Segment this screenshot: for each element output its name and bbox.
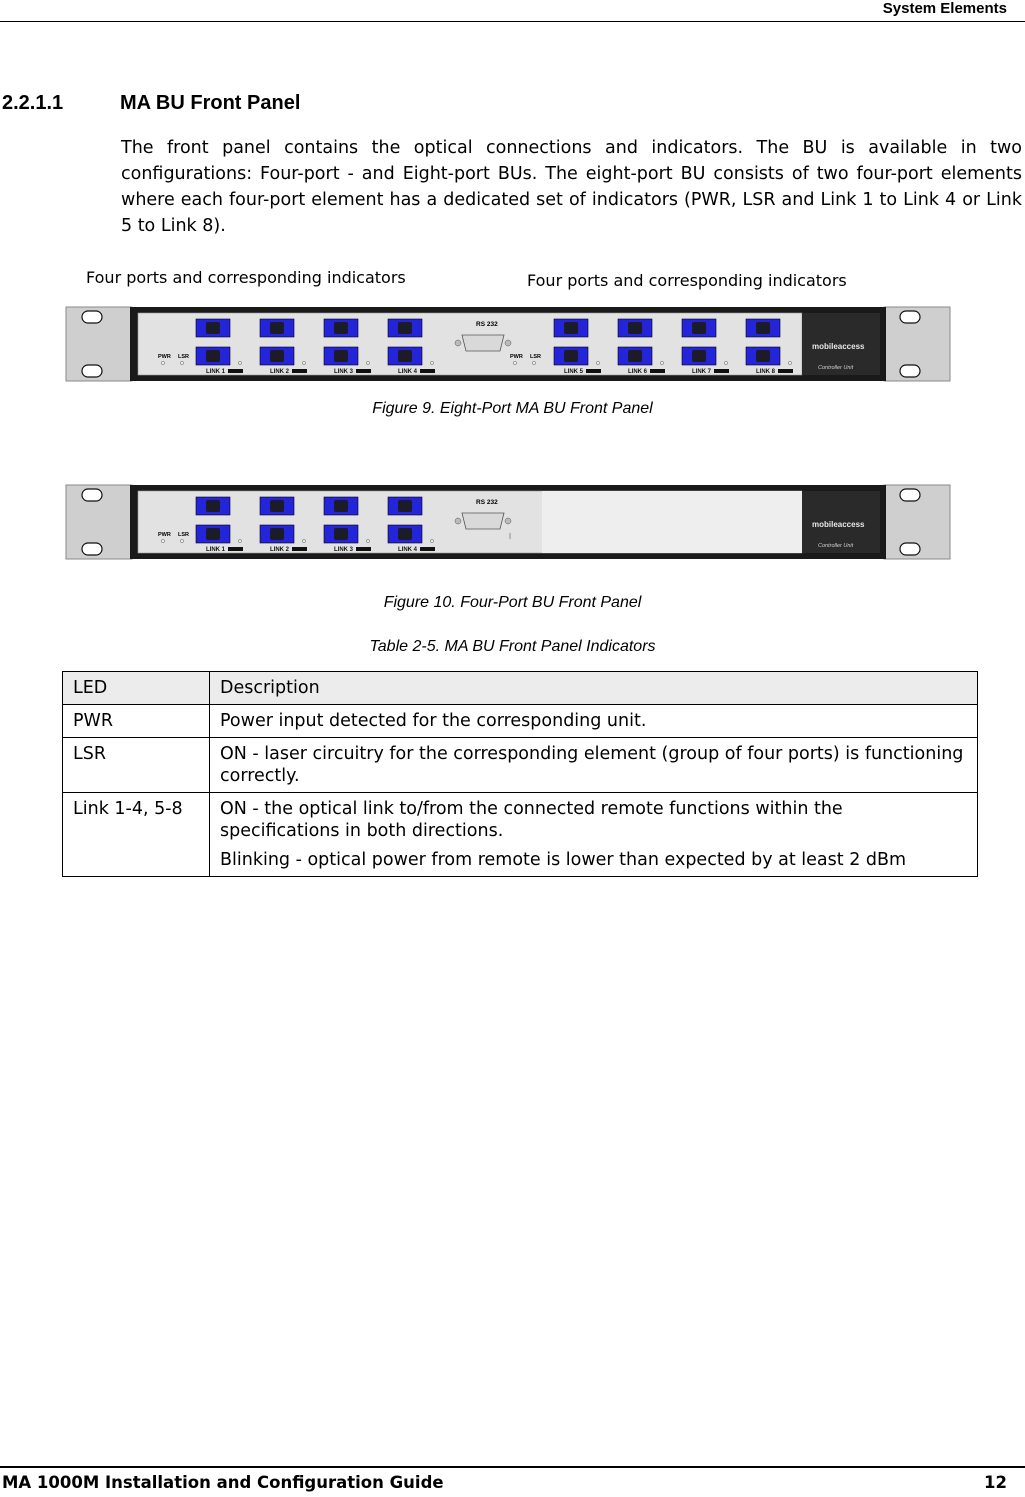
column-header-description: Description: [210, 672, 978, 705]
lsr-label: LSR: [178, 354, 189, 360]
link-led: [430, 539, 433, 542]
rs232-screw: [505, 518, 511, 524]
pwr-label: PWR: [158, 532, 171, 538]
link-indicator-bar: [228, 369, 243, 373]
mount-slot: [900, 489, 920, 501]
pwr-led: [161, 539, 164, 542]
to-port-connector: [756, 322, 770, 334]
mobileaccess-logo: mobileaccess: [812, 342, 865, 351]
to-port-connector: [564, 322, 578, 334]
from-port-connector: [628, 350, 642, 362]
from-port-connector: [692, 350, 706, 362]
lsr-led: [532, 361, 535, 364]
link-label: LINK 3: [334, 547, 354, 553]
callout-right: Four ports and corresponding indicators: [527, 271, 847, 290]
lsr-label: LSR: [530, 354, 541, 360]
table-row: [63, 705, 978, 738]
link-indicator-bar: [420, 547, 435, 551]
mount-slot: [82, 365, 102, 377]
link-label: LINK 7: [692, 369, 712, 375]
from-port-connector: [564, 350, 578, 362]
link-led: [660, 361, 663, 364]
link-led: [238, 361, 241, 364]
lsr-led: [180, 539, 183, 542]
column-header-led: LED: [63, 672, 210, 705]
page-number: 12: [984, 1473, 1007, 1492]
description-cell: Power input detected for the corresponding unit.: [210, 705, 978, 738]
to-port-connector: [270, 500, 284, 512]
pwr-label: PWR: [158, 354, 171, 360]
lsr-led: [180, 361, 183, 364]
from-port-connector: [756, 350, 770, 362]
link-led: [302, 539, 305, 542]
link-led: [238, 539, 241, 542]
link-led: [302, 361, 305, 364]
link-led: [788, 361, 791, 364]
from-port-connector: [206, 528, 220, 540]
eight-port-front-panel: [64, 305, 952, 383]
rs232-connector: [462, 335, 504, 351]
link-led: [596, 361, 599, 364]
pwr-led: [513, 361, 516, 364]
description-cell: ON - the optical link to/from the connected remote functions within the specifications in both directions. Blinking - optical power from remote is lower than expected by at least 2 dBm: [210, 793, 978, 877]
rs232-label: RS 232: [476, 321, 498, 328]
link-label: LINK 4: [398, 369, 418, 375]
section-heading: [2, 92, 300, 115]
table-row: [63, 793, 978, 877]
link-label: LINK 6: [628, 369, 648, 375]
to-port-connector: [334, 500, 348, 512]
footer-rule: [0, 1466, 1025, 1468]
link-label: LINK 2: [270, 547, 290, 553]
from-port-connector: [270, 528, 284, 540]
indicators-table: [62, 671, 978, 877]
running-header: System Elements: [882, 0, 1007, 17]
link-label: LINK 4: [398, 547, 418, 553]
link-label: LINK 3: [334, 369, 354, 375]
link-led: [366, 361, 369, 364]
link-indicator-bar: [420, 369, 435, 373]
mount-slot: [900, 365, 920, 377]
link-indicator-bar: [356, 547, 371, 551]
link-indicator-bar: [778, 369, 793, 373]
to-port-connector: [206, 322, 220, 334]
to-port-connector: [270, 322, 284, 334]
to-port-connector: [334, 322, 348, 334]
link-indicator-bar: [292, 547, 307, 551]
mount-slot: [82, 311, 102, 323]
link-label: LINK 2: [270, 369, 290, 375]
link-indicator-bar: [356, 369, 371, 373]
to-port-connector: [398, 322, 412, 334]
mobileaccess-logo: mobileaccess: [812, 520, 865, 529]
table-header-row: [63, 672, 978, 705]
link-led: [366, 539, 369, 542]
section-title: MA BU Front Panel: [120, 92, 301, 114]
rs232-screw: [455, 340, 461, 346]
link-led: [430, 361, 433, 364]
link-indicator-bar: [228, 547, 243, 551]
from-port-connector: [206, 350, 220, 362]
controller-unit-label: Controller Unit: [818, 543, 854, 549]
from-port-connector: [334, 528, 348, 540]
link-indicator-bar: [714, 369, 729, 373]
link-label: LINK 1: [206, 369, 226, 375]
to-port-connector: [398, 500, 412, 512]
link-indicator-bar: [650, 369, 665, 373]
from-port-connector: [334, 350, 348, 362]
pwr-label: PWR: [510, 354, 523, 360]
lsr-label: LSR: [178, 532, 189, 538]
figure-9-caption: Figure 9. Eight-Port MA BU Front Panel: [372, 400, 653, 417]
led-cell: Link 1-4, 5-8: [63, 793, 210, 877]
link-label: LINK 8: [756, 369, 776, 375]
footer-title: MA 1000M Installation and Configuration Guide: [2, 1473, 444, 1492]
rs232-label: RS 232: [476, 499, 498, 506]
mount-slot: [900, 311, 920, 323]
to-port-connector: [692, 322, 706, 334]
pwr-led: [161, 361, 164, 364]
to-port-connector: [628, 322, 642, 334]
header-rule: [0, 21, 1025, 22]
description-cell: ON - laser circuitry for the corresponding element (group of four ports) is functioning correctly.: [210, 738, 978, 793]
from-port-connector: [398, 350, 412, 362]
from-port-connector: [398, 528, 412, 540]
to-port-connector: [206, 500, 220, 512]
link-indicator-bar: [586, 369, 601, 373]
controller-unit-label: Controller Unit: [818, 365, 854, 371]
table-row: [63, 738, 978, 793]
link-label: LINK 1: [206, 547, 226, 553]
section-number: 2.2.1.1: [2, 92, 64, 114]
intro-paragraph: The front panel contains the optical connections and indicators. The BU is available in two configurations: Four-port - and Eight-port BUs. The eight-port BU consists of two four-port elements where each four-port element has a dedicated set of indicators (PWR, LSR and Link 1 to Link 4 or Link 5 to Link 8).: [121, 138, 1022, 236]
four-port-front-panel: [64, 483, 952, 561]
table-caption: Table 2-5. MA BU Front Panel Indicators: [369, 638, 656, 655]
link-indicator-bar: [292, 369, 307, 373]
mount-slot: [82, 543, 102, 555]
led-cell: LSR: [63, 738, 210, 793]
blank-cover: [542, 491, 802, 553]
mount-slot: [82, 489, 102, 501]
rs232-screw: [455, 518, 461, 524]
figure-10-caption: Figure 10. Four-Port BU Front Panel: [383, 594, 642, 611]
rs232-connector: [462, 513, 504, 529]
mount-slot: [900, 543, 920, 555]
rs232-screw: [505, 340, 511, 346]
from-port-connector: [270, 350, 284, 362]
led-cell: PWR: [63, 705, 210, 738]
link-led: [724, 361, 727, 364]
link-label: LINK 5: [564, 369, 584, 375]
callout-left: Four ports and corresponding indicators: [86, 268, 406, 287]
